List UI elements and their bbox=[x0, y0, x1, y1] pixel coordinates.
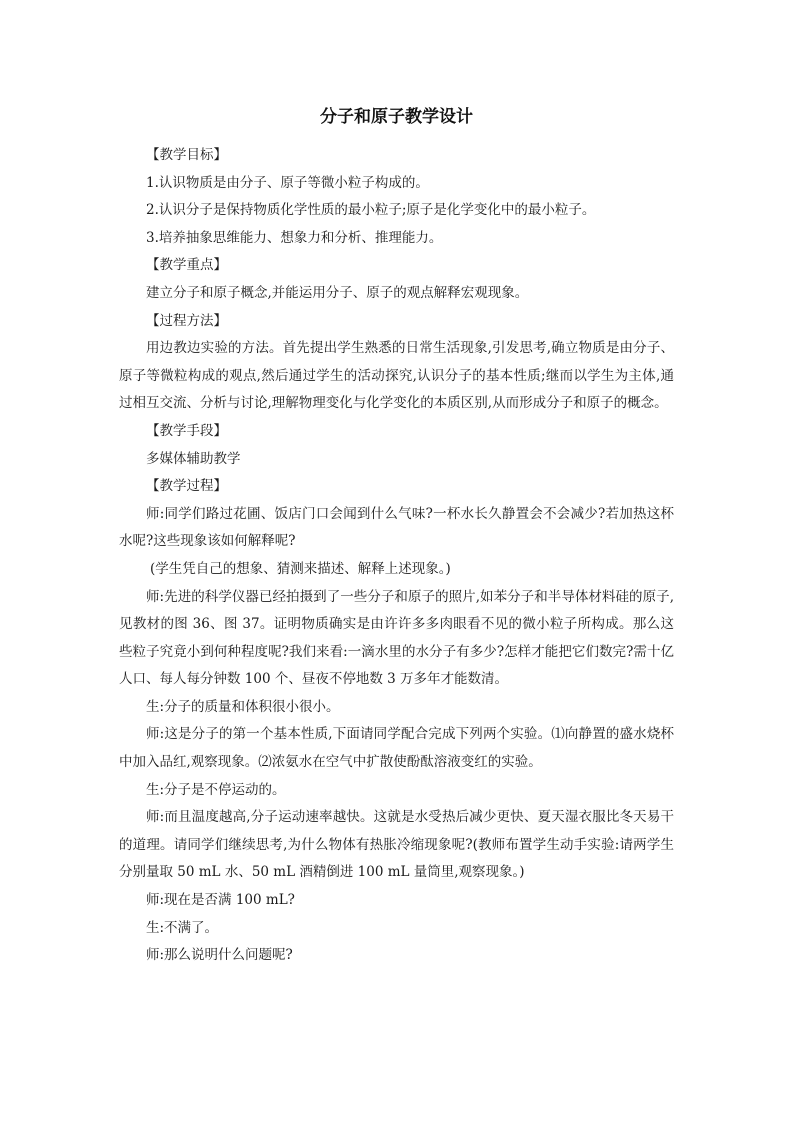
page-title: 分子和原子教学设计 bbox=[320, 107, 473, 127]
key-point-text: 建立分子和原子概念,并能运用分子、原子的观点解释宏观现象。 bbox=[146, 284, 529, 301]
dialogue-paragraph: 生:分子是不停运动的。 bbox=[146, 781, 286, 798]
objective-item: 3.培养抽象思维能力、想象力和分析、推理能力。 bbox=[146, 229, 443, 246]
means-text: 多媒体辅助教学 bbox=[146, 450, 241, 467]
dialogue-paragraph: 师:那么说明什么问题呢? bbox=[146, 947, 293, 964]
stage-direction: (学生凭自己的想象、猜测来描述、解释上述现象。) bbox=[150, 560, 451, 577]
section-heading-process: 【教学过程】 bbox=[146, 478, 227, 495]
dialogue-paragraph: 生:不满了。 bbox=[146, 919, 219, 936]
dialogue-paragraph: 师:而且温度越高,分子运动速率越快。这就是水受热后减少更快、夏天湿衣服比冬天易干的道理。请同学们继续思考,为什么物体有热胀冷缩现象呢?(教师布置学生动手实验:请两学生分别量取 50 mL 水、50 mL 酒精倒进 100 mL 量筒里,观察现象。) bbox=[119, 809, 674, 881]
dialogue-paragraph: 师:现在是否满 100 mL? bbox=[146, 892, 295, 909]
document-body bbox=[119, 100, 674, 970]
objective-item: 1.认识物质是由分子、原子等微小粒子构成的。 bbox=[146, 174, 429, 191]
section-heading-key-points: 【教学重点】 bbox=[146, 257, 227, 274]
objective-item: 2.认识分子是保持物质化学性质的最小粒子;原子是化学变化中的最小粒子。 bbox=[146, 202, 596, 219]
dialogue-paragraph: 师:先进的科学仪器已经拍摄到了一些分子和原子的照片,如苯分子和半导体材料硅的原子,见教材的图 36、图 37。证明物质确实是由许许多多肉眼看不见的微小粒子所构成。那么这些粒子究竟小到何种程度呢?我们来看:一滴水里的水分子有多少?怎样才能把它们数完?需十亿人口、每人每分钟数 100 个、昼夜不停地数 3 万多年才能数清。 bbox=[119, 588, 674, 688]
section-heading-objectives: 【教学目标】 bbox=[146, 147, 227, 163]
section-heading-means: 【教学手段】 bbox=[146, 422, 227, 439]
dialogue-paragraph: 生:分子的质量和体积很小很小。 bbox=[146, 698, 340, 715]
section-heading-methods: 【过程方法】 bbox=[146, 312, 227, 329]
methods-text: 用边教边实验的方法。首先提出学生熟悉的日常生活现象,引发思考,确立物质是由分子、原子等微粒构成的观点,然后通过学生的活动探究,认识分子的基本性质;继而以学生为主体,通过相互交流、分析与讨论,理解物理变化与化学变化的本质区别,从而形成分子和原子的概念。 bbox=[119, 340, 674, 412]
dialogue-paragraph: 师:这是分子的第一个基本性质,下面请同学配合完成下列两个实验。⑴向静置的盛水烧杯中加入品红,观察现象。⑵浓氨水在空气中扩散使酚酞溶液变红的实验。 bbox=[119, 726, 674, 771]
dialogue-paragraph: 师:同学们路过花圃、饭店门口会闻到什么气味?一杯水长久静置会不会减少?若加热这杯水呢?这些现象该如何解释呢? bbox=[119, 505, 674, 550]
